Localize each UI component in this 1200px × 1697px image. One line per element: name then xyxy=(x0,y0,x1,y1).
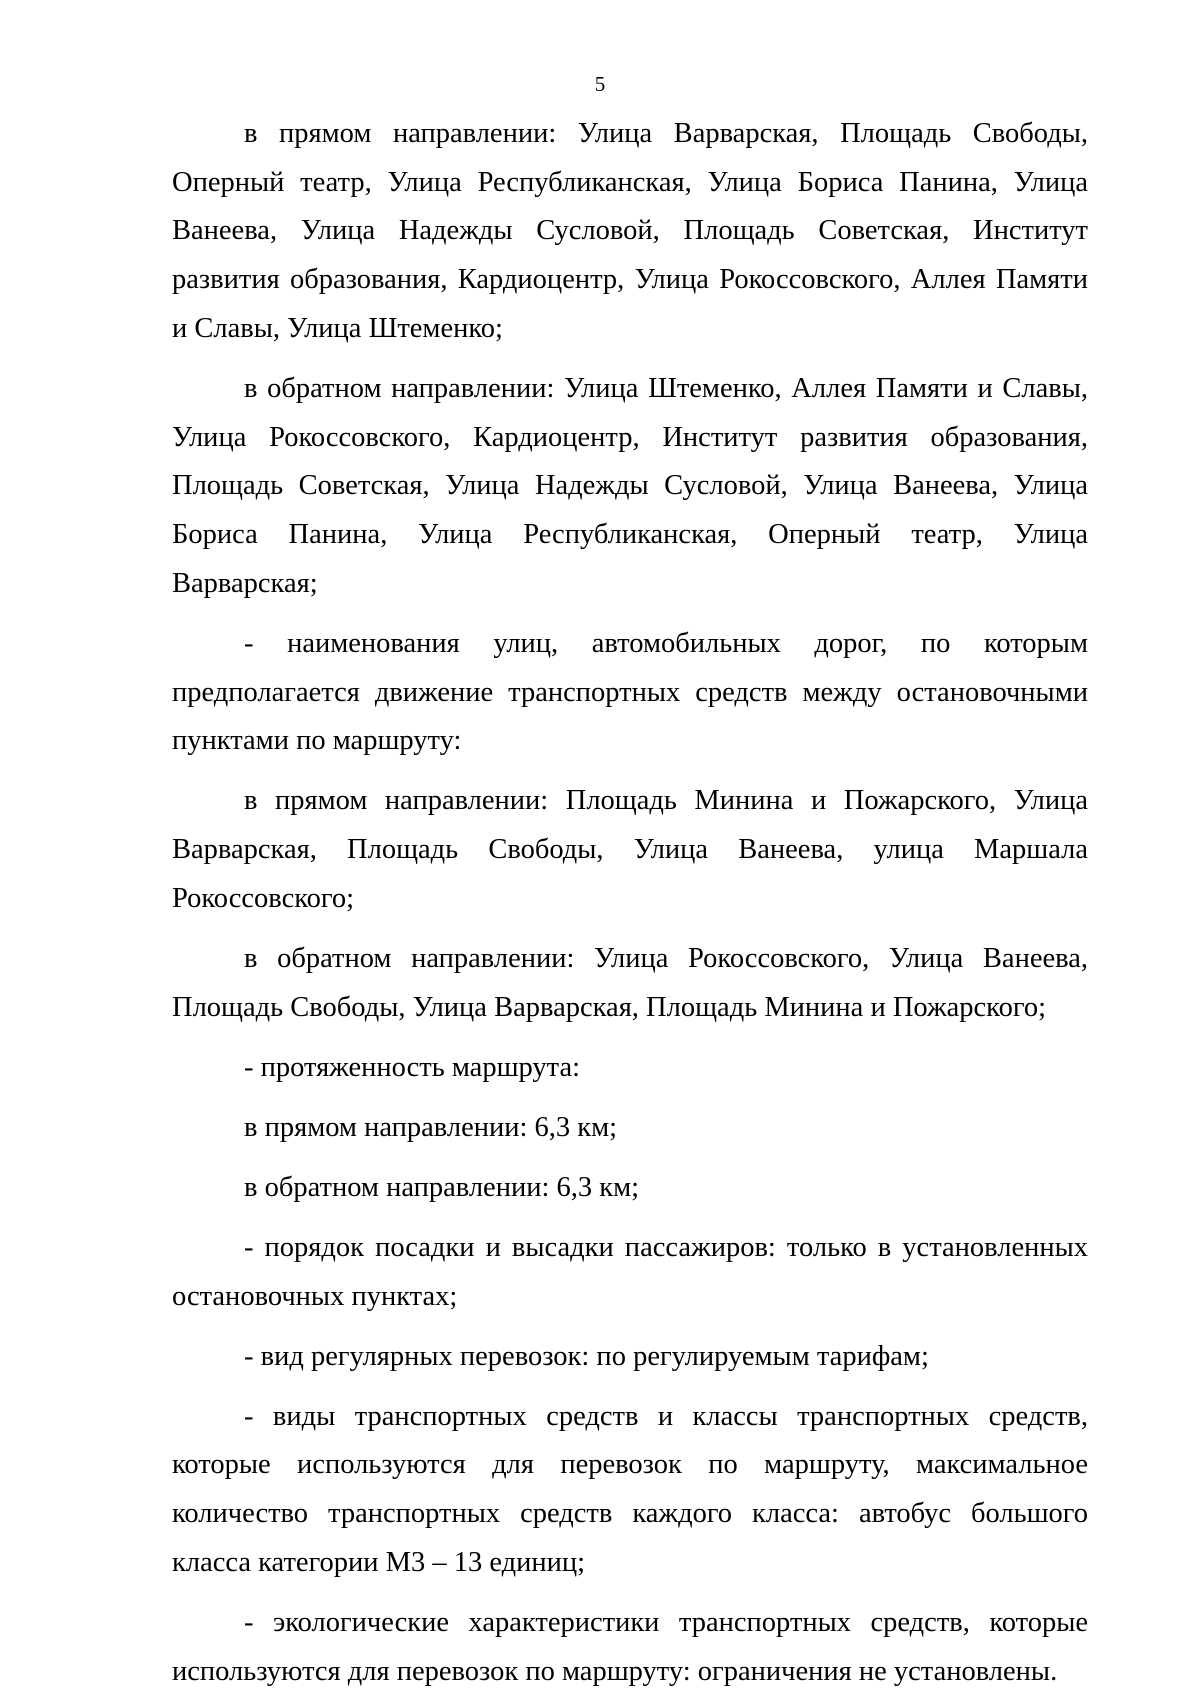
paragraph-forward-streets: в прямом направлении: Площадь Минина и Пожарского, Улица Варварская, Площадь Свободы, Улица Ванеева, улица Маршала Рокоссовского; xyxy=(172,785,1088,914)
document-body xyxy=(172,110,1088,1696)
paragraph-reverse-streets: в обратном направлении: Улица Рокоссовского, Улица Ванеева, Площадь Свободы, Улица Варварская, Площадь Минина и Пожарского; xyxy=(172,942,1088,1023)
paragraph-forward-length: в прямом направлении: 6,3 км; xyxy=(244,1111,618,1143)
paragraph-boarding-order: - порядок посадки и высадки пассажиров: только в установленных остановочных пунктах; xyxy=(172,1231,1088,1312)
paragraph-transport-type: - вид регулярных перевозок: по регулируемым тарифам; xyxy=(244,1340,929,1372)
paragraph-ecological-characteristics: - экологические характеристики транспортных средств, которые используются для перевозок по маршруту: ограничения не установлены. xyxy=(172,1606,1088,1687)
paragraph-street-names-heading: - наименования улиц, автомобильных дорог, по которым предполагается движение транспортных средств между остановочными пунктами по маршруту: xyxy=(172,627,1088,757)
paragraph-reverse-route-stops: в обратном направлении: Улица Штеменко, Аллея Памяти и Славы, Улица Рокоссовского, Кардиоцентр, Институт развития образования, Площадь Советская, Улица Надежды Сусловой, Улица Ванеева, Улица Бориса Панина, Улица Республиканская, Оперный театр, Улица Варварская; xyxy=(172,372,1088,599)
paragraph-vehicle-classes: - виды транспортных средств и классы транспортных средств, которые используются для перевозок по маршруту, максимальное количество транспортных средств каждого класса: автобус большого класса категории М3 – 13 единиц; xyxy=(172,1400,1088,1578)
paragraph-route-length-heading: - протяженность маршрута: xyxy=(244,1051,581,1083)
paragraph-forward-route-stops: в прямом направлении: Улица Варварская, Площадь Свободы, Оперный театр, Улица Республиканская, Улица Бориса Панина, Улица Ванеева, Улица Надежды Сусловой, Площадь Советская, Институт развития образования, Кардиоцентр, Улица Рокоссовского, Аллея Памяти и Славы, Улица Штеменко; xyxy=(172,118,1088,344)
paragraph-reverse-length: в обратном направлении: 6,3 км; xyxy=(244,1171,640,1203)
page-number: 5 xyxy=(594,72,606,96)
